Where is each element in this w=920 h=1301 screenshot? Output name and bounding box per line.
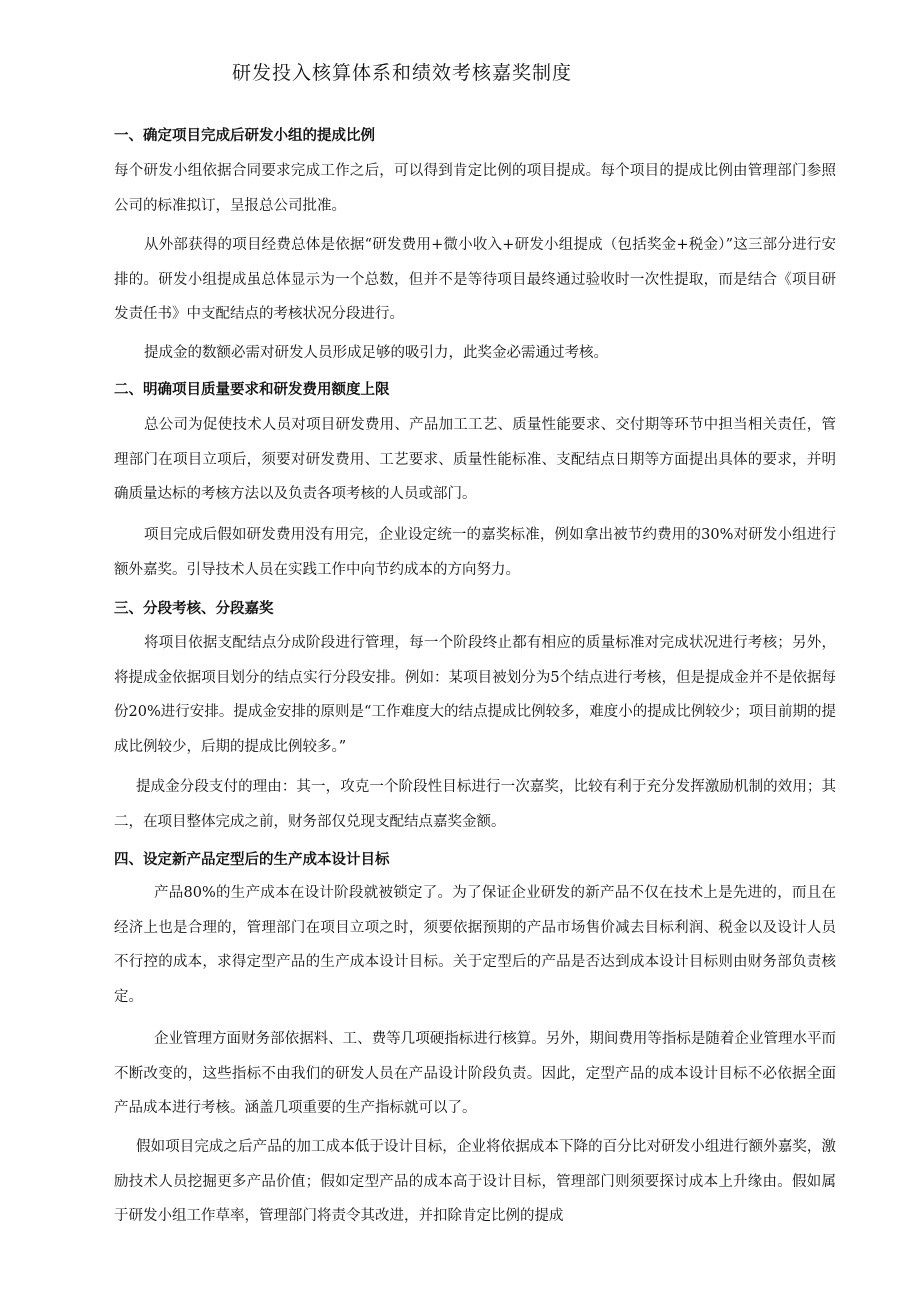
paragraph-4-1: 产品80%的生产成本在设计阶段就被锁定了。为了保证企业研发的新产品不仅在技术上是先进的，而且在经济上也是合理的，管理部门在项目立项之时，须要依据预期的产品市场售价减去目标利润、税金以及设计人员不行控的成本，求得定型产品的生产成本设计目标。关于定型后的产品是否达到成本设计目标则由财务部负责核定。 xyxy=(114,885,836,1005)
paragraph-4-2: 企业管理方面财务部依据料、工、费等几项硬指标进行核算。另外，期间费用等指标是随着企业管理水平而不断改变的，这些指标不由我们的研发人员在产品设计阶段负责。因此，定型产品的成本设计目标不必依据全面产品成本进行考核。涵盖几项重要的生产指标就可以了。 xyxy=(114,1031,836,1116)
paragraph-3-1: 将项目依据支配结点分成阶段进行管理，每一个阶段终止都有相应的质量标准对完成状况进行考核；另外，将提成金依据项目划分的结点实行分段安排。例如：某项目被划分为5个结点进行考核，但是提成金并不是依据每份20%进行安排。提成金安排的原则是“工作难度大的结点提成比例较多，难度小的提成比例较少；项目前期的提成比例较少，后期的提成比例较多。” xyxy=(114,635,836,755)
paragraph-1-2: 从外部获得的项目经费总体是依据“研发费用+微小收入+研发小组提成（包括奖金+税金）”这三部分进行安排的。研发小组提成虽总体显示为一个总数，但并不是等待项目最终通过验收时一次性提取，而是结合《项目研发责任书》中支配结点的考核状况分段进行。 xyxy=(114,237,836,322)
document-title: 研发投入核算体系和绩效考核嘉奖制度 xyxy=(232,62,573,84)
paragraph-2-1: 总公司为促使技术人员对项目研发费用、产品加工工艺、质量性能要求、交付期等环节中担当相关责任，管理部门在项目立项后，须要对研发费用、工艺要求、质量性能标准、支配结点日期等方面提出具体的要求，并明确质量达标的考核方法以及负责各项考核的人员或部门。 xyxy=(114,417,836,502)
paragraph-1-1: 每个研发小组依据合同要求完成工作之后，可以得到肯定比例的项目提成。每个项目的提成比例由管理部门参照公司的标准拟订，呈报总公司批准。 xyxy=(114,163,836,214)
section-heading-4: 四、设定新产品定型后的生产成本设计目标 xyxy=(114,852,390,868)
paragraph-1-3: 提成金的数额必需对研发人员形成足够的吸引力，此奖金必需通过考核。 xyxy=(144,345,608,361)
section-heading-1: 一、确定项目完成后研发小组的提成比例 xyxy=(114,128,375,144)
paragraph-4-3: 假如项目完成之后产品的加工成本低于设计目标，企业将依据成本下降的百分比对研发小组进行额外嘉奖，激励技术人员挖掘更多产品价值；假如定型产品的成本高于设计目标，管理部门则须要探讨成本上升缘由。假如属于研发小组工作草率，管理部门将责令其改进，并扣除肯定比例的提成 xyxy=(114,1139,836,1224)
paragraph-2-2: 项目完成后假如研发费用没有用完，企业设定统一的嘉奖标准，例如拿出被节约费用的30%对研发小组进行额外嘉奖。引导技术人员在实践工作中向节约成本的方向努力。 xyxy=(114,527,836,578)
section-heading-3: 三、分段考核、分段嘉奖 xyxy=(114,601,274,617)
section-heading-2: 二、明确项目质量要求和研发费用额度上限 xyxy=(114,382,390,398)
paragraph-3-2: 提成金分段支付的理由：其一，攻克一个阶段性目标进行一次嘉奖，比较有利于充分发挥激励机制的效用；其二，在项目整体完成之前，财务部仅兑现支配结点嘉奖金额。 xyxy=(114,779,836,830)
